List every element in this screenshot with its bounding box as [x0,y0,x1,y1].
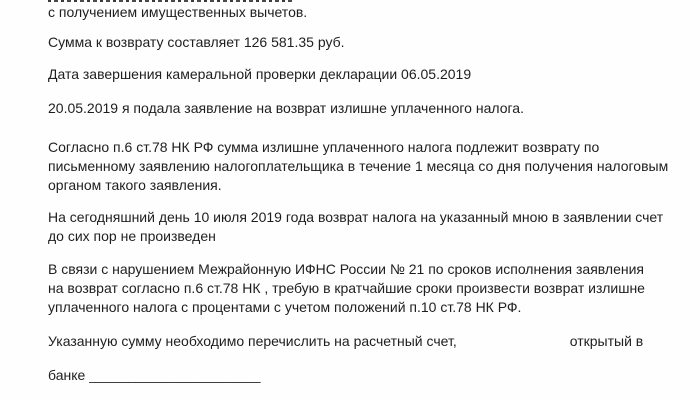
document-text-line: Согласно п.6 ст.78 НК РФ сумма излишне уплаченного налога подлежит возврату по [48,139,600,155]
cutoff-text-remnant [48,0,294,2]
transfer-text-after-gap: открытый в [569,333,644,349]
refund-amount-line: Сумма к возврату составляет 126 581.35 руб. [48,34,345,50]
application-date-line: 20.05.2019 я подала заявление на возврат излишне уплаченного налога. [48,100,524,116]
document-text-line: уплаченного налога с процентами с учетом положений п.10 ст.78 НК РФ. [48,299,522,315]
bank-line [48,367,260,384]
audit-date-line: Дата завершения камеральной проверки декларации 06.05.2019 [48,66,472,82]
transfer-text-before-gap: Указанную сумму необходимо перечислить на расчетный счет, [48,333,457,349]
document-text-line: на возврат согласно п.6 ст.78 НК , требую в кратчайшие сроки произвести возврат излишне [48,280,645,296]
document-text-line: письменному заявлению налогоплательщика в течение 1 месяца со дня получения налоговым [48,158,669,174]
bank-name-blank: ______________________ [89,367,261,383]
document-text-line: На сегодняшний день 10 июля 2019 года возврат налога на указанный мною в заявлении счет [48,209,664,225]
document-text-line: до сих пор не произведен [48,228,216,244]
document-text-line: В связи с нарушением Межрайонную ИФНС России № 21 по сроков исполнения заявления [48,261,644,277]
document-text-line: органом такого заявления. [48,177,222,193]
transfer-instruction-line [48,333,643,350]
bank-label: банке [48,367,86,383]
document-text-line: с получением имущественных вычетов. [48,4,308,20]
